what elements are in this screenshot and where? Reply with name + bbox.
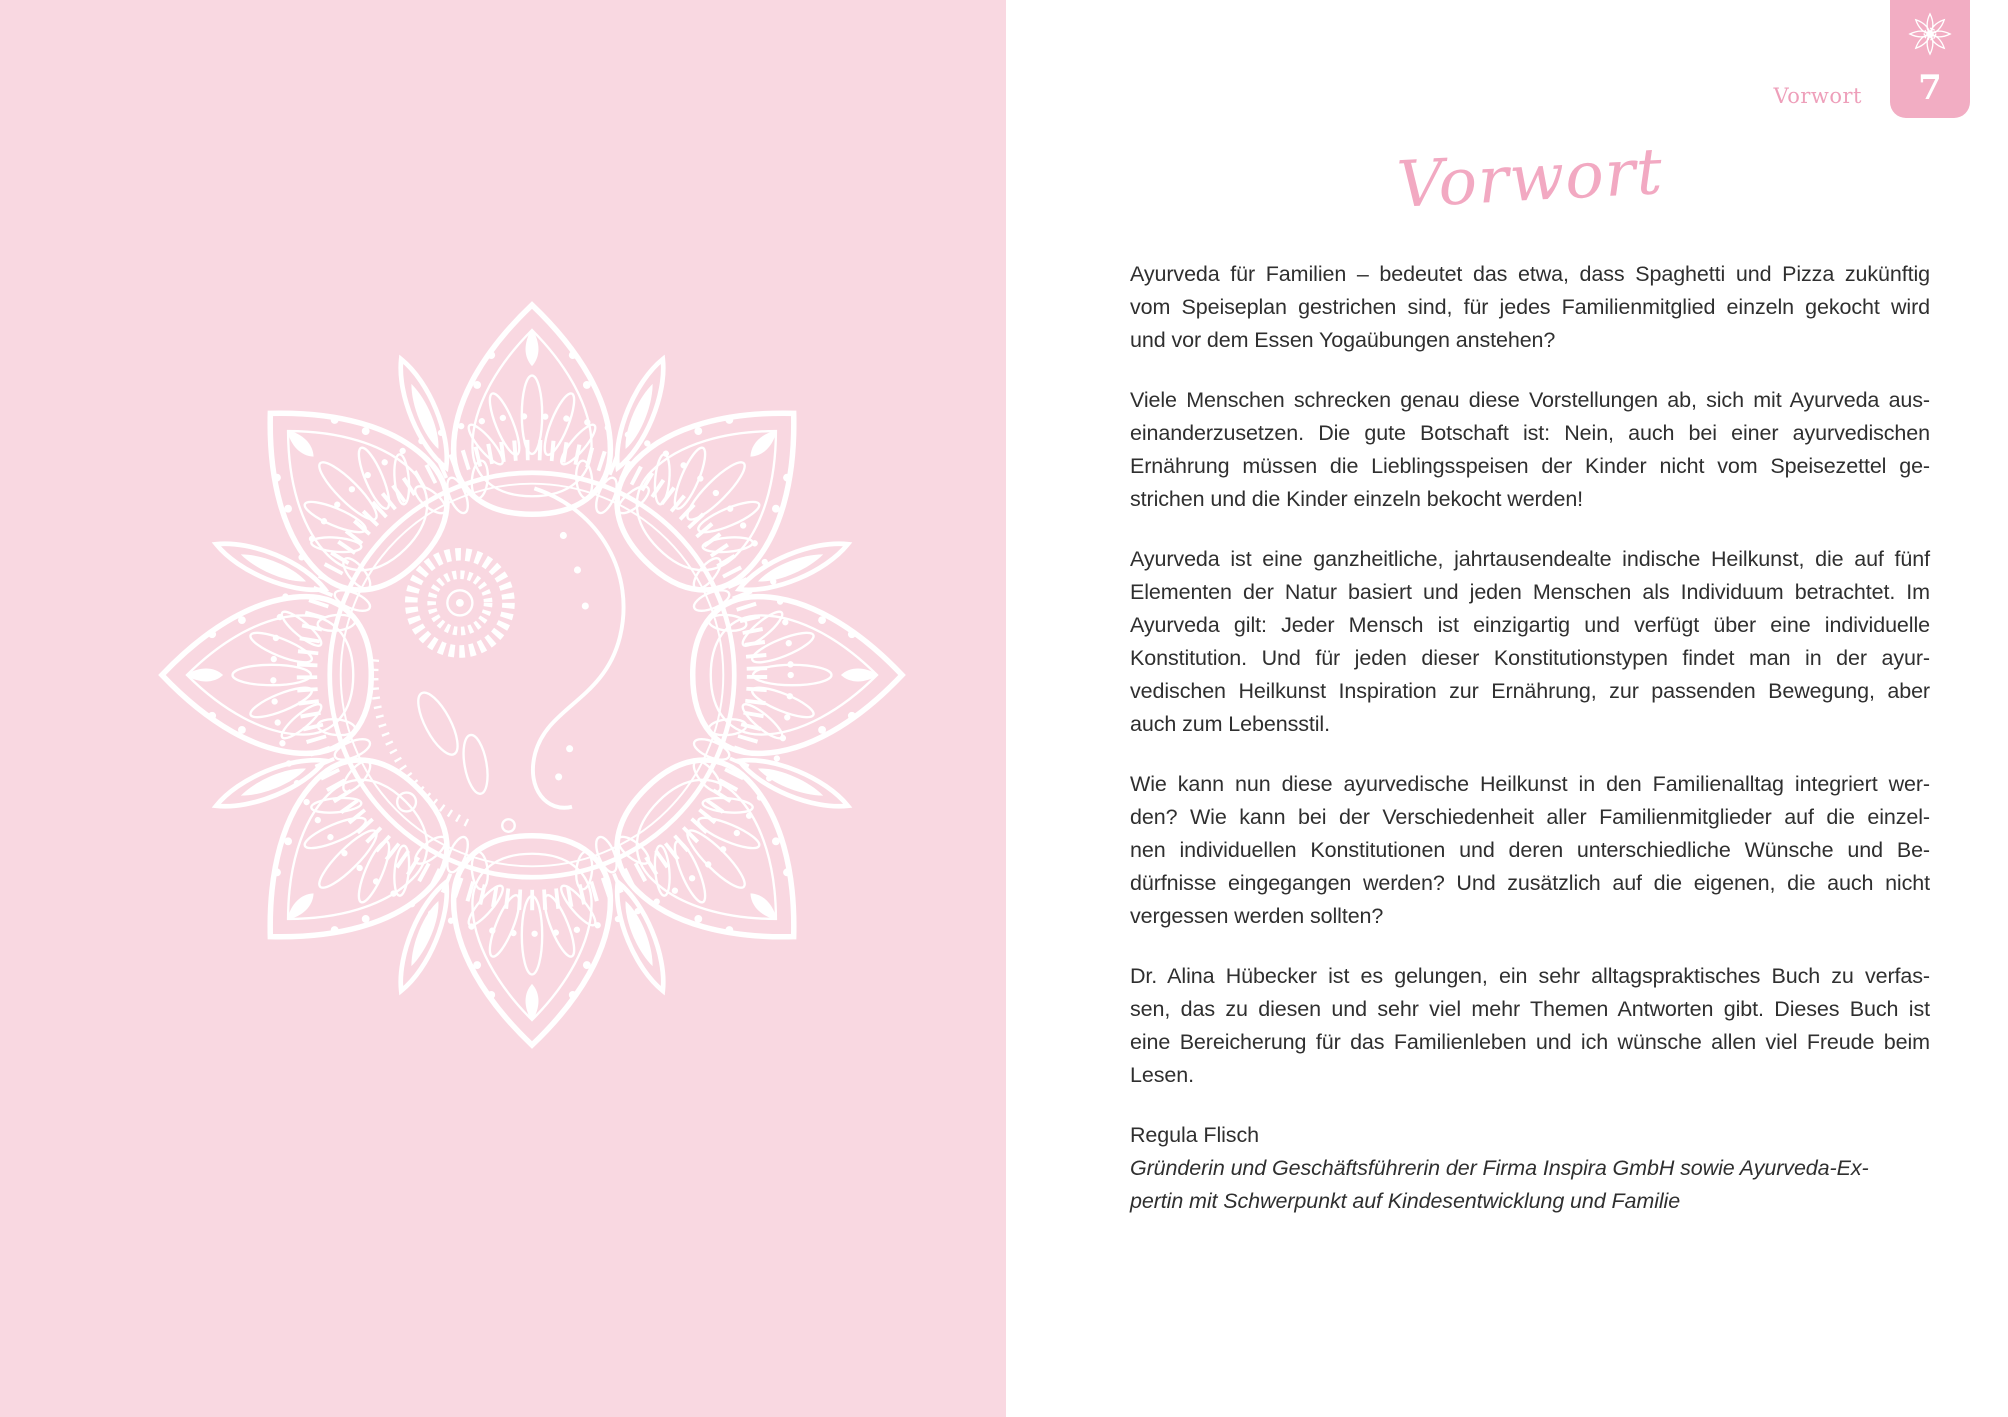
text-line: Ayurveda ist eine ganzheitliche, jahrtausendealte indische Heilkunst, die auf fünf <box>1130 547 1930 571</box>
signature-role-line: pertin mit Schwerpunkt auf Kindesentwicklung und Familie <box>1130 1189 1681 1213</box>
text-line: Ayurveda gilt: Jeder Mensch ist einzigartig und verfügt über eine individuelle <box>1130 613 1930 637</box>
mandala-rings <box>273 416 790 933</box>
text-line: Viele Menschen schrecken genau diese Vorstellungen ab, sich mit Ayurveda aus- <box>1130 388 1930 412</box>
text-line: Dr. Alina Hübecker ist es gelungen, ein sehr alltagspraktisches Buch zu verfas- <box>1130 964 1930 988</box>
text-line: und vor dem Essen Yogaübungen anstehen? <box>1130 328 1556 352</box>
paragraph <box>1130 384 1930 516</box>
chapter-title: Vorwort <box>1395 135 1665 223</box>
paragraph <box>1130 768 1930 933</box>
body-text <box>1130 258 1930 1245</box>
text-line: dürfnisse eingegangen werden? Und zusätzlich auf die eigenen, die auch nicht <box>1130 871 1930 895</box>
text-line: vergessen werden sollten? <box>1130 904 1384 928</box>
paragraph <box>1130 543 1930 741</box>
text-line: strichen und die Kinder einzeln bekocht werden! <box>1130 487 1584 511</box>
text-line: vom Speiseplan gestrichen sind, für jedes Familienmitglied einzeln gekocht wird <box>1130 295 1930 319</box>
text-line: Konstitution. Und für jeden dieser Konstitutionstypen findet man in der ayur- <box>1130 646 1930 670</box>
text-line: sen, das zu diesen und sehr viel mehr Themen Antworten gibt. Dieses Buch ist <box>1130 997 1930 1021</box>
text-line: einanderzusetzen. Die gute Botschaft ist: Nein, auch bei einer ayurvedischen <box>1130 421 1930 445</box>
text-line: Ayurveda für Familien – bedeutet das etwa, dass Spaghetti und Pizza zukünftig <box>1130 262 1930 286</box>
page-corner-tab <box>1890 0 1970 118</box>
paragraph <box>1130 960 1930 1092</box>
text-line: den? Wie kann bei der Verschiedenheit aller Familienmitglieder auf die einzel- <box>1130 805 1930 829</box>
text-line: Ernährung müssen die Lieblingsspeisen der Kinder nicht vom Speisezettel ge- <box>1130 454 1930 478</box>
signature-block <box>1130 1119 1930 1218</box>
signature-role-line: Gründerin und Geschäftsführerin der Firma Inspira GmbH sowie Ayurveda-Ex- <box>1130 1156 1869 1180</box>
signature-name: Regula Flisch <box>1130 1123 1259 1147</box>
right-page <box>1006 0 2008 1417</box>
text-line: eine Bereicherung für das Familienleben und ich wünsche allen viel Freude beim <box>1130 1030 1930 1054</box>
text-line: Wie kann nun diese ayurvedische Heilkunst in den Familienalltag integriert wer- <box>1130 772 1930 796</box>
mandala-illustration <box>140 283 924 1067</box>
page-number: 7 <box>1918 68 1942 108</box>
text-line: nen individuellen Konstitutionen und deren unterschiedliche Wünsche und Be- <box>1130 838 1930 862</box>
text-line: vedischen Heilkunst Inspiration zur Ernährung, zur passenden Bewegung, aber <box>1130 679 1930 703</box>
running-header: Vorwort <box>1773 84 1862 108</box>
text-line: auch zum Lebensstil. <box>1130 712 1330 736</box>
paragraph <box>1130 258 1930 357</box>
text-line: Elementen der Natur basiert und jeden Menschen als Individuum betrachtet. Im <box>1130 580 1930 604</box>
text-line: Lesen. <box>1130 1063 1194 1087</box>
lotus-icon <box>1907 11 1953 57</box>
